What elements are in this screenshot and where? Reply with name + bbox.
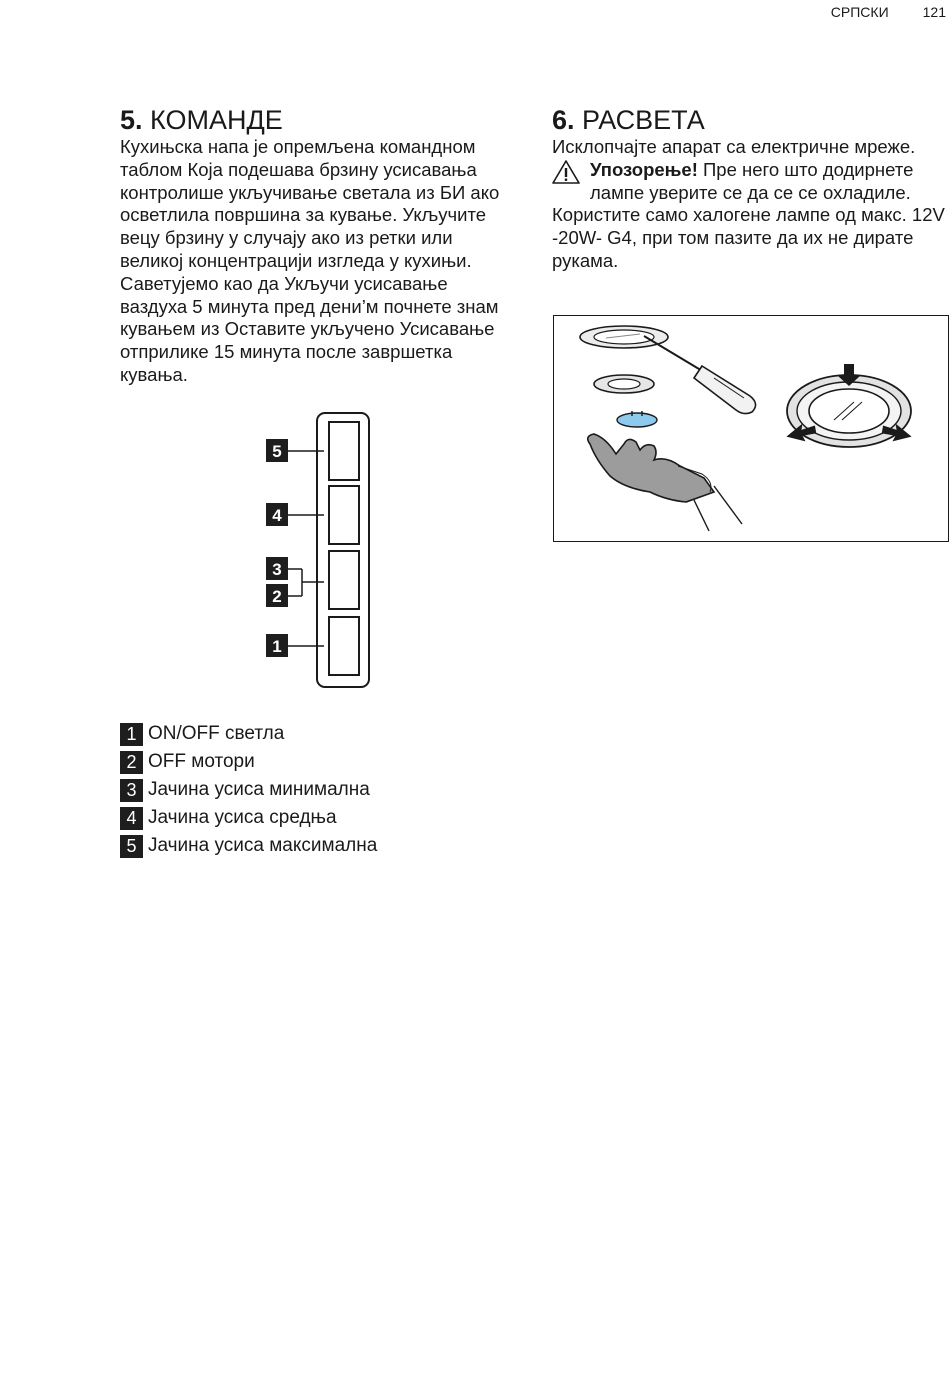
section-title-text: КОМАНДЕ (150, 105, 283, 135)
legend-item (120, 832, 377, 860)
legend-number: 4 (120, 807, 143, 830)
panel-label-1: 1 (272, 637, 282, 656)
controls-legend (120, 720, 377, 860)
language-label: СРПСКИ (830, 4, 889, 20)
page-header (831, 4, 946, 20)
legend-text: ON/OFF светла (148, 723, 285, 744)
warning-label: Упозорење! (590, 158, 698, 180)
panel-label-5: 5 (272, 442, 282, 461)
legend-item (120, 804, 377, 832)
panel-button-4 (329, 486, 359, 544)
section-title (120, 104, 518, 136)
warning-note (552, 159, 950, 205)
panel-label-2: 2 (272, 587, 282, 606)
section-title-text: РАСВЕТА (582, 105, 705, 135)
legend-text: OFF мотори (148, 751, 255, 772)
lamp-replacement-illustration (554, 316, 948, 540)
section-intro: Исклопчајте апарат са електричне мреже. (552, 136, 916, 157)
panel-label-4: 4 (272, 506, 282, 525)
screwdriver-shaft (644, 336, 704, 372)
screwdriver-handle (694, 366, 756, 414)
panel-button-3-2 (329, 551, 359, 609)
legend-item (120, 748, 377, 776)
legend-text: Јачина усиса минимална (148, 779, 370, 800)
page-number: 121 (922, 4, 946, 20)
legend-number: 3 (120, 779, 143, 802)
legend-item (120, 720, 377, 748)
legend-text: Јачина усиса максимална (148, 835, 378, 856)
section-body: Користите само халогене лампе од макс. 12V -20W- G4, при том пазите да их не дирате рукама. (552, 204, 945, 271)
panel-button-1 (329, 617, 359, 675)
legend-text: Јачина усиса средња (148, 807, 337, 828)
section-lighting (552, 104, 950, 273)
warning-triangle-icon (552, 159, 580, 185)
panel-label-3: 3 (272, 560, 282, 579)
lamp-glass (617, 413, 657, 427)
section-number: 6. (552, 105, 575, 135)
section-body: Кухињска напа је опремљена командном таблом Која подешава брзину усисавања контролише укључивање светала из БИ ако осветлила површина за кување. Укључите вецу брзину у случају ако из ретки или великој концентрацији изгледа у кухињи. Саветујемо као да Укључи усисавање ваздуха 5 минута пред дени’м почнете знам кувањем из Оставите укључено Усисавање отприлике 15 минута после завршетка кувања. (120, 136, 500, 385)
lamp-replacement-figure (553, 315, 949, 542)
legend-number: 5 (120, 835, 143, 858)
section-title (552, 104, 950, 136)
section-number: 5. (120, 105, 143, 135)
legend-number: 1 (120, 723, 143, 746)
warning-text: Пре него што додирнете лампе уверите се да се се охладиле. (590, 158, 914, 203)
section-controls (120, 104, 518, 387)
legend-item (120, 776, 377, 804)
gloved-hand (588, 434, 714, 502)
legend-number: 2 (120, 751, 143, 774)
control-panel-diagram (262, 412, 377, 690)
lamp-lens (809, 389, 889, 433)
panel-button-5 (329, 422, 359, 480)
